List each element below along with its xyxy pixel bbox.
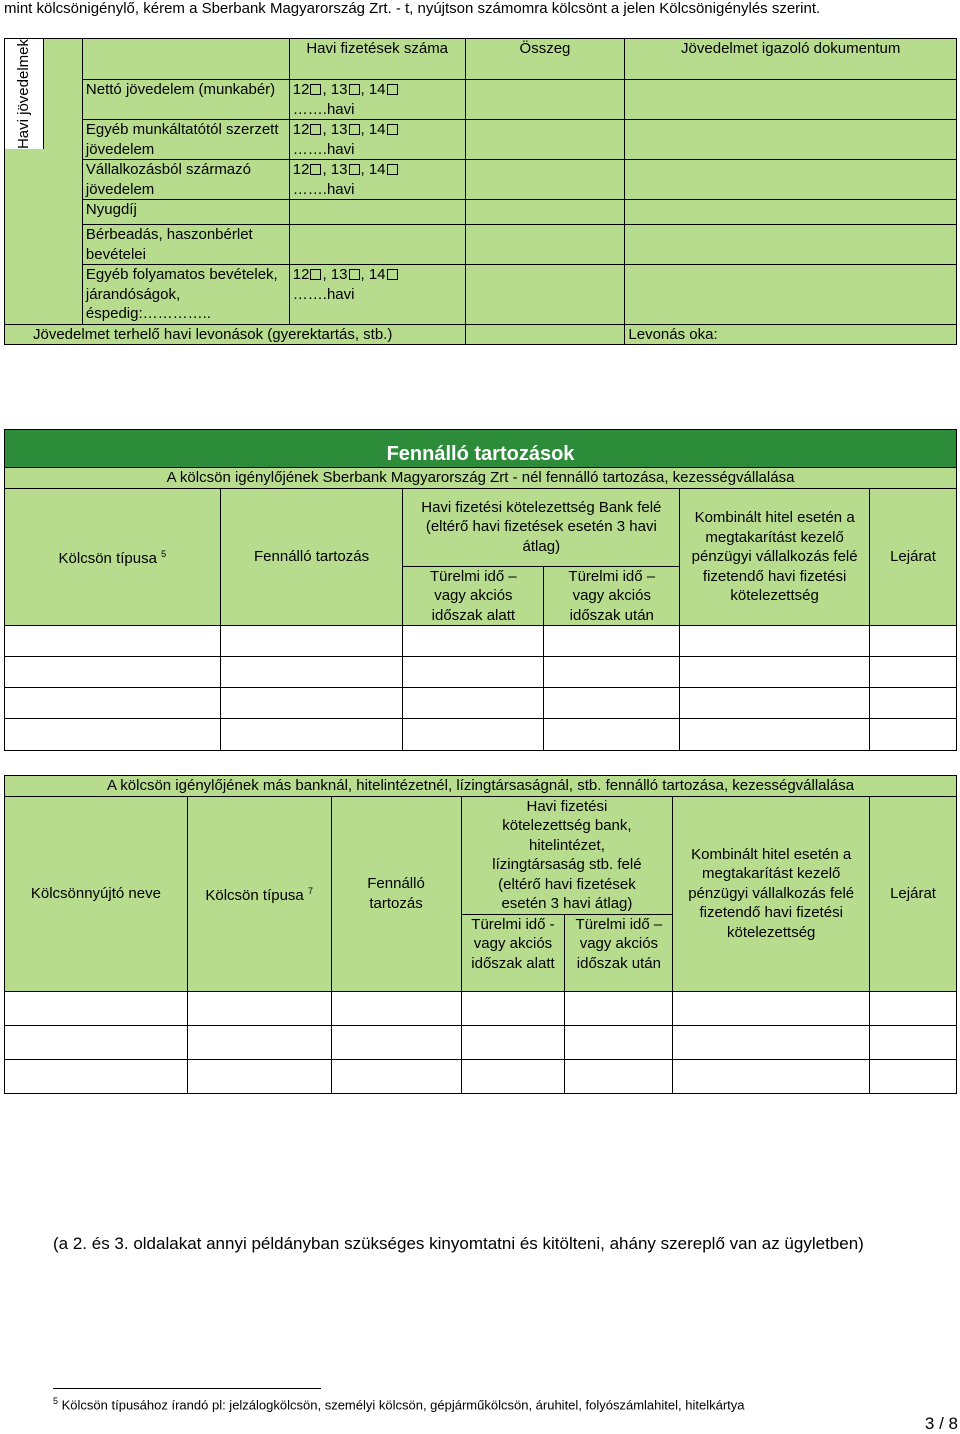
income-row-label: Bérbeadás, haszonbérlet bevételei xyxy=(82,225,289,265)
debts-title: Fennálló tartozások xyxy=(5,430,957,468)
checkbox-12[interactable] xyxy=(310,124,321,135)
income-doc[interactable] xyxy=(625,80,957,120)
debt-row[interactable] xyxy=(5,688,957,719)
footnote-ref-7: 7 xyxy=(307,885,313,896)
doc-header: Jövedelmet igazoló dokumentum xyxy=(625,39,957,80)
col-grace-after: Türelmi idő – vagy akciós időszak után xyxy=(544,566,680,626)
checkbox-14[interactable] xyxy=(387,164,398,175)
choice-14: , 14 xyxy=(360,121,386,138)
col-lender: Kölcsönnyújtó neve xyxy=(5,796,188,991)
checkbox-14[interactable] xyxy=(387,124,398,135)
copies-note: (a 2. és 3. oldalakat annyi példányban szükséges kinyomtatni és kitölteni, ahány szereplő van az ügyletben) xyxy=(53,1234,864,1253)
other-debt-row[interactable] xyxy=(5,1025,957,1059)
col-loan-type-label: Kölcsön típusa xyxy=(58,550,157,567)
freq-choice[interactable] xyxy=(289,160,465,200)
freq-choice[interactable] xyxy=(289,265,465,325)
checkbox-14[interactable] xyxy=(387,84,398,95)
income-doc[interactable] xyxy=(625,200,957,225)
income-doc[interactable] xyxy=(625,225,957,265)
choice-14: , 14 xyxy=(360,161,386,178)
checkbox-13[interactable] xyxy=(349,164,360,175)
other-debts-table xyxy=(4,775,957,1094)
footnote-ref: 5 xyxy=(161,549,167,559)
col-grace-during2: Türelmi idő - vagy akciós időszak alatt xyxy=(461,914,565,991)
choice-12: 12 xyxy=(292,121,310,138)
choice-13: , 13 xyxy=(322,161,348,178)
choice-12: 12 xyxy=(292,81,310,98)
freq-choice[interactable] xyxy=(289,200,465,225)
freq-choice[interactable] xyxy=(289,225,465,265)
col-outstanding: Fennálló tartozás xyxy=(220,488,403,626)
checkbox-13[interactable] xyxy=(349,124,360,135)
income-table xyxy=(4,38,957,345)
income-row-label: Nettó jövedelem (munkabér) xyxy=(82,80,289,120)
checkbox-13[interactable] xyxy=(349,269,360,280)
income-amount[interactable] xyxy=(465,225,625,265)
income-amount[interactable] xyxy=(465,265,625,325)
col-loan-type xyxy=(5,488,221,626)
choice-12: 12 xyxy=(292,266,310,283)
freq-header: Havi fizetések száma xyxy=(289,39,465,80)
debts-table xyxy=(4,429,957,751)
total-header: Összeg xyxy=(465,39,625,80)
choice-13: , 13 xyxy=(322,81,348,98)
freq-choice[interactable] xyxy=(289,120,465,160)
other-header: A kölcsön igénylőjének más banknál, hitelintézetnél, lízingtársaságnál, stb. fennálló tartozása, kezességvállalása xyxy=(5,776,957,797)
checkbox-14[interactable] xyxy=(387,269,398,280)
page-number: 3 / 8 xyxy=(924,1414,958,1433)
col-monthly: Havi fizetési kötelezettség Bank felé (eltérő havi fizetések esetén 3 havi átlag) xyxy=(403,488,680,566)
income-row xyxy=(5,160,957,200)
choice-14: , 14 xyxy=(360,81,386,98)
col-maturity2: Lejárat xyxy=(870,796,957,991)
checkbox-12[interactable] xyxy=(310,164,321,175)
choice-12: 12 xyxy=(292,161,310,178)
income-row xyxy=(5,265,957,325)
col-loan-type2 xyxy=(187,796,331,991)
col-grace-after2: Türelmi idő – vagy akciós időszak után xyxy=(565,914,673,991)
havi-text: …….havi xyxy=(292,100,355,118)
income-row xyxy=(5,120,957,160)
income-label-header xyxy=(82,39,289,80)
footnote-number: 5 xyxy=(53,1396,59,1406)
income-amount[interactable] xyxy=(465,120,625,160)
income-amount[interactable] xyxy=(465,200,625,225)
col-combined: Kombinált hitel esetén a megtakarítást kezelő pénzügyi vállalkozás felé fizetendő havi fizetési kötelezettség xyxy=(680,488,870,626)
checkbox-12[interactable] xyxy=(310,84,321,95)
col-loan-type2-label: Kölcsön típusa xyxy=(205,886,304,904)
income-amount[interactable] xyxy=(465,80,625,120)
choice-14: , 14 xyxy=(360,266,386,283)
income-doc[interactable] xyxy=(625,265,957,325)
income-row-label: Vállalkozásból származó jövedelem xyxy=(82,160,289,200)
income-row xyxy=(5,200,957,225)
havi-text: …….havi xyxy=(292,180,355,198)
deduction-amount[interactable] xyxy=(465,324,625,345)
intro-line: mint kölcsönigénylő, kérem a Sberbank Magyarország Zrt. - t, nyújtson számomra kölcsönt a jelen Kölcsönigénylés szerint. xyxy=(4,0,821,17)
choice-13: , 13 xyxy=(322,121,348,138)
col-monthly2: Havi fizetési kötelezettség bank, hitelintézet, lízingtársaság stb. felé (eltérő havi fizetések esetén 3 havi átlag) xyxy=(461,796,673,914)
col-maturity: Lejárat xyxy=(870,488,957,626)
choice-13: , 13 xyxy=(322,266,348,283)
income-row-label: Egyéb munkáltatótól szerzett jövedelem xyxy=(82,120,289,160)
income-amount[interactable] xyxy=(465,160,625,200)
footnote-text: Kölcsön típusához írandó pl: jelzálogkölcsön, személyi kölcsön, gépjárműkölcsön, áruhitel, folyószámlahitel, hitelkártya xyxy=(61,1397,745,1413)
debt-row[interactable] xyxy=(5,626,957,657)
deduction-reason[interactable]: Levonás oka: xyxy=(625,324,957,345)
checkbox-12[interactable] xyxy=(310,269,321,280)
debt-row[interactable] xyxy=(5,657,957,688)
havi-text: …….havi xyxy=(292,285,355,303)
footnote-separator xyxy=(53,1388,321,1389)
col-grace-during: Türelmi idő – vagy akciós időszak alatt xyxy=(403,566,544,626)
sberbank-header: A kölcsön igénylőjének Sberbank Magyarország Zrt - nél fennálló tartozása, kezességvállalása xyxy=(5,468,957,489)
freq-choice[interactable] xyxy=(289,80,465,120)
havi-text: …….havi xyxy=(292,140,355,158)
col-outstanding2: Fennálló tartozás xyxy=(331,796,461,991)
col-combined2: Kombinált hitel esetén a megtakarítást kezelő pénzügyi vállalkozás felé fizetendő havi fizetési kötelezettség xyxy=(673,796,870,991)
income-doc[interactable] xyxy=(625,160,957,200)
income-row-label: Egyéb folyamatos bevételek, járandóságok, éspedig:………….. xyxy=(82,265,289,325)
income-doc[interactable] xyxy=(625,120,957,160)
footnote xyxy=(53,1396,744,1412)
other-debt-row[interactable] xyxy=(5,1059,957,1093)
other-debt-row[interactable] xyxy=(5,991,957,1025)
income-row-label: Nyugdíj xyxy=(82,200,289,225)
checkbox-13[interactable] xyxy=(349,84,360,95)
income-row xyxy=(5,80,957,120)
deduction-label: Jövedelmet terhelő havi levonások (gyerektartás, stb.) xyxy=(5,324,466,345)
income-side-cell xyxy=(5,39,83,325)
income-row xyxy=(5,225,957,265)
debt-row[interactable] xyxy=(5,719,957,751)
income-side-label: Havi jövedelmek xyxy=(15,39,33,150)
